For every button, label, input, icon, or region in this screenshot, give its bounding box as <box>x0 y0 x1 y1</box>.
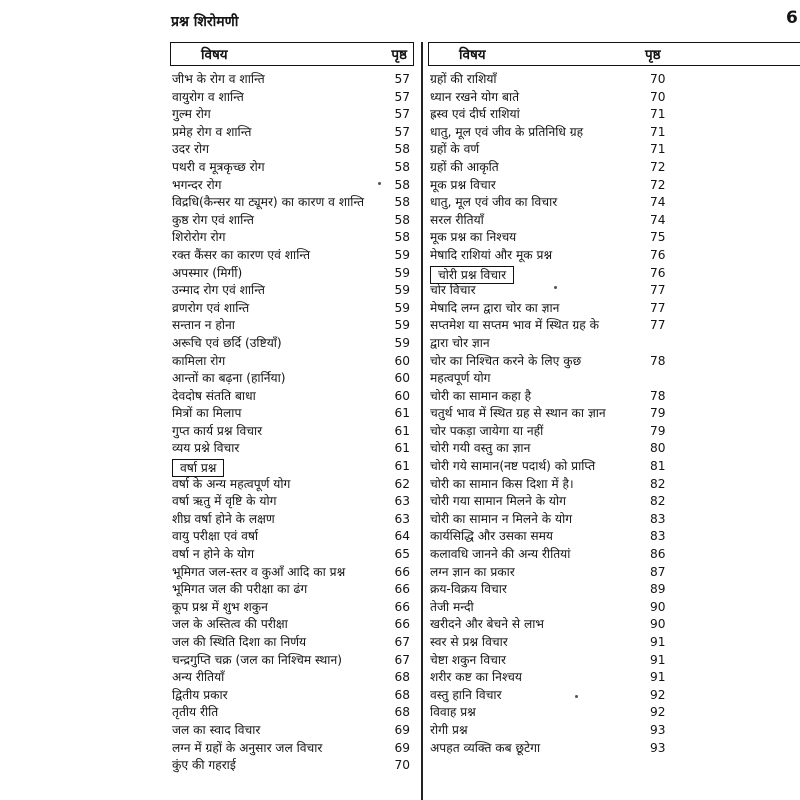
contents-entry <box>428 546 800 564</box>
entry-page: 58 <box>394 212 410 227</box>
contents-entry <box>428 423 800 441</box>
entry-page: 78 <box>650 353 666 368</box>
entry-page: 66 <box>394 599 410 614</box>
entry-page: 68 <box>394 705 410 720</box>
section-heading <box>428 265 800 283</box>
entry-page: 83 <box>650 529 666 544</box>
contents-entry <box>428 141 800 159</box>
entry-title: मूक प्रश्न विचार <box>430 177 496 192</box>
entry-title: उन्माद रोग एवं शान्ति <box>172 283 265 298</box>
entry-page: 82 <box>650 494 666 509</box>
contents-entry <box>428 335 800 353</box>
contents-entry <box>428 370 800 388</box>
entry-title: मेषादि लग्न द्वारा चोर का ज्ञान <box>430 300 560 315</box>
contents-entry <box>428 599 800 617</box>
contents-entry <box>170 511 414 529</box>
contents-entry <box>170 476 414 494</box>
contents-entry <box>428 722 800 740</box>
contents-entry <box>170 229 414 247</box>
contents-entry <box>170 317 414 335</box>
subject-header: विषय <box>459 47 486 63</box>
entry-page: 92 <box>650 705 666 720</box>
contents-entry <box>170 740 414 758</box>
entry-page: 81 <box>650 459 666 474</box>
entry-title: सप्तमेश या सप्तम भाव में स्थित ग्रह के <box>430 318 599 333</box>
entry-title: व्रणरोग एवं शान्ति <box>172 300 250 315</box>
entry-page: 76 <box>650 247 666 262</box>
column-header <box>170 42 414 66</box>
entry-page: 79 <box>650 423 666 438</box>
contents-entry <box>428 282 800 300</box>
entry-page: 58 <box>394 230 410 245</box>
entry-page: 91 <box>650 652 666 667</box>
contents-entry <box>170 159 414 177</box>
contents-entry <box>428 317 800 335</box>
contents-entry <box>170 616 414 634</box>
contents-entry <box>428 212 800 230</box>
contents-entry <box>428 177 800 195</box>
entry-title: चेष्टा शकुन विचार <box>430 652 506 667</box>
entry-title: कुष्ठ रोग एवं शान्ति <box>172 212 254 227</box>
contents-entry <box>170 124 414 142</box>
entry-title: ध्यान रखने योग बाते <box>430 89 520 104</box>
entry-page: 82 <box>650 476 666 491</box>
entry-title: ग्रहों के वर्ण <box>430 142 480 157</box>
entry-title: शीघ्र वर्षा होने के लक्षण <box>172 511 275 526</box>
entry-title: कूप प्रश्न में शुभ शकुन <box>172 599 268 614</box>
entry-page: 57 <box>394 124 410 139</box>
entry-title: वायुरोग व शान्ति <box>172 89 244 104</box>
contents-entry <box>428 528 800 546</box>
contents-entry <box>428 581 800 599</box>
contents-entry <box>428 511 800 529</box>
contents-entry <box>170 247 414 265</box>
entry-title: वस्तु हानि विचार <box>430 687 502 702</box>
contents-entry <box>170 89 414 107</box>
entry-title: वर्षा न होने के योग <box>172 547 255 562</box>
contents-entry <box>170 282 414 300</box>
entry-page: 58 <box>394 142 410 157</box>
entry-page: 65 <box>394 547 410 562</box>
entry-page: 74 <box>650 195 666 210</box>
entry-page: 59 <box>394 265 410 280</box>
entry-title: सरल रीतियाँ <box>430 212 484 227</box>
entry-page: 77 <box>650 283 666 298</box>
entry-page: 89 <box>650 582 666 597</box>
entry-title: प्रमेह रोग व शान्ति <box>172 124 252 139</box>
contents-entry <box>428 388 800 406</box>
contents-entry <box>170 634 414 652</box>
entry-title: ग्रहों की आकृति <box>430 159 499 174</box>
contents-entry <box>170 194 414 212</box>
entry-title: ह्रस्व एवं दीर्घ राशियां <box>430 107 520 122</box>
entry-title: चोरी प्रश्न विचार <box>430 266 514 284</box>
entry-title: चोर का निश्चित करने के लिए कुछ <box>430 353 582 368</box>
entry-title: भूमिगत जल-स्तर व कुआँ आदि का प्रश्न <box>172 564 346 579</box>
entry-page: 91 <box>650 635 666 649</box>
entry-title: धातु, मूल एवं जीव का विचार <box>430 195 558 210</box>
entry-title: विवाह प्रश्न <box>430 705 476 720</box>
contents-entry <box>170 177 414 195</box>
contents-entry <box>428 493 800 511</box>
contents-entry <box>428 247 800 265</box>
entry-title: तेजी मन्दी <box>430 599 474 614</box>
entry-title: चोरी का सामान कहा है <box>430 388 532 403</box>
entry-title: अपहत व्यक्ति कब छूटेगा <box>430 740 541 755</box>
entry-title: देवदोष संतति बाधा <box>172 388 256 403</box>
entry-page: 90 <box>650 599 666 614</box>
entry-page: 71 <box>650 142 666 157</box>
page-header: पृष्ठ <box>645 47 661 63</box>
entry-page: 59 <box>394 318 410 333</box>
contents-entry <box>170 370 414 388</box>
contents-entry <box>170 546 414 564</box>
contents-entry <box>170 687 414 705</box>
entry-title: पथरी व मूत्रकृच्छ रोग <box>172 159 265 174</box>
contents-list <box>170 71 414 775</box>
contents-entry <box>428 476 800 494</box>
entry-title: स्वर से प्रश्न विचार <box>430 635 508 649</box>
contents-entry <box>170 353 414 371</box>
entry-title: वर्षा प्रश्न <box>172 459 224 477</box>
entry-title: वर्षा के अन्य महत्वपूर्ण योग <box>172 476 291 491</box>
contents-entry <box>170 757 414 775</box>
entry-page: 58 <box>394 159 410 174</box>
entry-page: 68 <box>394 670 410 685</box>
entry-title: वर्षा ऋतु में वृष्टि के योग <box>172 494 277 509</box>
entry-title: द्वितीय प्रकार <box>172 687 228 702</box>
entry-title: चोरी गया सामान मिलने के योग <box>430 494 567 509</box>
entry-title: अरूचि एवं छर्दि (उष्टियाँ) <box>172 335 282 350</box>
entry-title: जीभ के रोग व शान्ति <box>172 72 265 86</box>
contents-entry <box>428 652 800 670</box>
entry-page: 61 <box>394 423 410 438</box>
contents-entry <box>170 652 414 670</box>
subject-header: विषय <box>201 47 228 63</box>
entry-title: लग्न में ग्रहों के अनुसार जल विचार <box>172 740 323 755</box>
column-divider <box>421 42 423 800</box>
contents-entry <box>170 300 414 318</box>
entry-title: चतुर्थ भाव में स्थित ग्रह से स्थान का ज्ञान <box>430 406 606 421</box>
contents-entry <box>428 89 800 107</box>
entry-page: 59 <box>394 283 410 298</box>
entry-title: चोर पकड़ा जायेगा या नहीं <box>430 423 544 438</box>
contents-column-left <box>170 42 414 775</box>
contents-entry <box>170 106 414 124</box>
entry-title: विद्रधि(कैन्सर या ट्यूमर) का कारण व शान्ति <box>172 195 365 210</box>
entry-title: चोरी गयी वस्तु का ज्ञान <box>430 441 531 456</box>
entry-title: ग्रहों की राशियाँ <box>430 72 497 86</box>
contents-entry <box>428 440 800 458</box>
entry-page: 93 <box>650 740 666 755</box>
entry-title: शरीर कष्ट का निश्चय <box>430 670 522 685</box>
entry-title: जल के अस्तित्व की परीक्षा <box>172 617 288 632</box>
entry-title: मेषादि राशियां और मूक प्रश्न <box>430 247 553 262</box>
entry-page: 66 <box>394 564 410 579</box>
entry-page: 60 <box>394 353 410 368</box>
entry-page: 86 <box>650 547 666 562</box>
entry-title: जल का स्वाद विचार <box>172 722 261 737</box>
entry-title: रक्त कैंसर का कारण एवं शान्ति <box>172 247 311 262</box>
entry-title: अन्य रीतियाँ <box>172 670 225 685</box>
entry-page: 72 <box>650 177 666 192</box>
contents-entry <box>170 423 414 441</box>
entry-page: 63 <box>394 511 410 526</box>
entry-title: चोरी का सामान किस दिशा में है। <box>430 476 574 491</box>
entry-page: 91 <box>650 670 666 685</box>
entry-page: 71 <box>650 107 666 122</box>
print-speck <box>378 182 381 185</box>
entry-page: 83 <box>650 511 666 526</box>
entry-title: चोरी का सामान न मिलने के योग <box>430 511 573 526</box>
entry-page: 62 <box>394 476 410 491</box>
entry-page: 79 <box>650 406 666 421</box>
entry-page: 63 <box>394 494 410 509</box>
print-speck <box>554 286 557 289</box>
contents-entry <box>170 212 414 230</box>
contents-entry <box>170 704 414 722</box>
contents-entry <box>428 300 800 318</box>
entry-page: 67 <box>394 635 410 649</box>
entry-page: 66 <box>394 617 410 632</box>
contents-entry <box>428 159 800 177</box>
entry-page: 66 <box>394 582 410 597</box>
entry-title: उदर रोग <box>172 142 210 157</box>
contents-entry <box>170 669 414 687</box>
entry-page: 61 <box>394 406 410 421</box>
entry-page: 57 <box>394 72 410 86</box>
entry-page: 57 <box>394 107 410 122</box>
entry-title: कामिला रोग <box>172 353 226 368</box>
entry-page: 58 <box>394 195 410 210</box>
entry-title: व्यय प्रश्ने विचार <box>172 441 240 456</box>
entry-page: 60 <box>394 371 410 386</box>
entry-page: 58 <box>394 177 410 192</box>
entry-page: 70 <box>650 72 666 86</box>
section-heading <box>170 458 414 476</box>
running-title: प्रश्न शिरोमणी <box>171 14 239 30</box>
entry-page: 77 <box>650 318 666 333</box>
entry-page: 76 <box>650 265 666 280</box>
entry-page: 68 <box>394 687 410 702</box>
contents-entry <box>170 440 414 458</box>
entry-page: 70 <box>394 758 410 773</box>
entry-page: 61 <box>394 459 410 474</box>
contents-entry <box>428 634 800 652</box>
contents-entry <box>170 599 414 617</box>
entry-page: 72 <box>650 159 666 174</box>
entry-title: खरीदने और बेचने से लाभ <box>430 617 544 632</box>
page-header: पृष्ठ <box>391 47 407 63</box>
print-speck <box>575 695 578 698</box>
entry-title: सन्तान न होना <box>172 318 235 333</box>
contents-entry <box>428 124 800 142</box>
entry-title: तृतीय रीति <box>172 705 219 720</box>
entry-page: 59 <box>394 335 410 350</box>
entry-title: मित्रों का मिलाप <box>172 406 242 421</box>
entry-page: 59 <box>394 300 410 315</box>
entry-title: रोगी प्रश्न <box>430 722 468 737</box>
contents-entry <box>428 71 800 89</box>
contents-entry <box>170 564 414 582</box>
entry-page: 69 <box>394 722 410 737</box>
contents-entry <box>170 388 414 406</box>
entry-page: 90 <box>650 617 666 632</box>
contents-entry <box>170 335 414 353</box>
entry-page: 70 <box>650 89 666 104</box>
contents-entry <box>428 564 800 582</box>
entry-title: कुंए की गहराई <box>172 758 236 773</box>
entry-page: 77 <box>650 300 666 315</box>
entry-title: क्रय-विक्रय विचार <box>430 582 507 597</box>
entry-page: 71 <box>650 124 666 139</box>
entry-title: आन्तों का बढ़ना (हार्निया) <box>172 371 286 386</box>
contents-entry <box>428 194 800 212</box>
entry-page: 60 <box>394 388 410 403</box>
contents-entry <box>428 740 800 758</box>
contents-entry <box>428 353 800 371</box>
contents-entry <box>428 704 800 722</box>
entry-page: 69 <box>394 740 410 755</box>
entry-title: अपस्मार (मिर्गी) <box>172 265 243 280</box>
entry-title: भूमिगत जल की परीक्षा का ढंग <box>172 582 308 597</box>
entry-title: कार्यसिद्धि और उसका समय <box>430 529 553 544</box>
contents-entry <box>170 581 414 599</box>
contents-entry <box>170 265 414 283</box>
contents-entry <box>428 687 800 705</box>
contents-entry <box>170 528 414 546</box>
entry-page: 80 <box>650 441 666 456</box>
entry-page: 59 <box>394 247 410 262</box>
contents-entry <box>428 669 800 687</box>
entry-page: 61 <box>394 441 410 456</box>
entry-title: चन्द्रगुप्ति चक्र (जल का निश्चिम स्थान) <box>172 652 342 667</box>
contents-entry <box>428 616 800 634</box>
entry-title: मूक प्रश्न का निश्चय <box>430 230 517 245</box>
entry-title: महत्वपूर्ण योग <box>430 371 491 386</box>
column-header <box>428 42 800 66</box>
contents-column-right <box>428 42 800 757</box>
entry-page: 93 <box>650 722 666 737</box>
entry-page: 87 <box>650 564 666 579</box>
entry-title: चोरी गये सामान(नष्ट पदार्थ) को प्राप्ति <box>430 459 596 474</box>
entry-title: जल की स्थिति दिशा का निर्णय <box>172 635 307 649</box>
contents-entry <box>170 71 414 89</box>
page-number: 6 <box>786 8 798 28</box>
entry-title: शिरोरोग रोग <box>172 230 226 245</box>
contents-entry <box>170 722 414 740</box>
entry-title: चोर विचार <box>430 283 476 298</box>
entry-title: वायु परीक्षा एवं वर्षा <box>172 529 259 544</box>
contents-list <box>428 71 800 757</box>
entry-page: 57 <box>394 89 410 104</box>
contents-entry <box>170 405 414 423</box>
entry-title: धातु, मूल एवं जीव के प्रतिनिधि ग्रह <box>430 124 584 139</box>
entry-page: 67 <box>394 652 410 667</box>
entry-title: गुप्त कार्य प्रश्न विचार <box>172 423 263 438</box>
contents-entry <box>428 106 800 124</box>
entry-page: 92 <box>650 687 666 702</box>
entry-title: गुल्म रोग <box>172 107 211 122</box>
entry-page: 75 <box>650 230 666 245</box>
entry-title: लग्न ज्ञान का प्रकार <box>430 564 515 579</box>
entry-page: 64 <box>394 529 410 544</box>
contents-entry <box>428 229 800 247</box>
contents-entry <box>428 405 800 423</box>
entry-title: कलावधि जानने की अन्य रीतियां <box>430 547 571 562</box>
contents-entry <box>170 141 414 159</box>
contents-entry <box>170 493 414 511</box>
entry-page: 74 <box>650 212 666 227</box>
entry-page: 78 <box>650 388 666 403</box>
entry-title: द्वारा चोर ज्ञान <box>430 335 490 350</box>
entry-title: भगन्दर रोग <box>172 177 222 192</box>
contents-entry <box>428 458 800 476</box>
